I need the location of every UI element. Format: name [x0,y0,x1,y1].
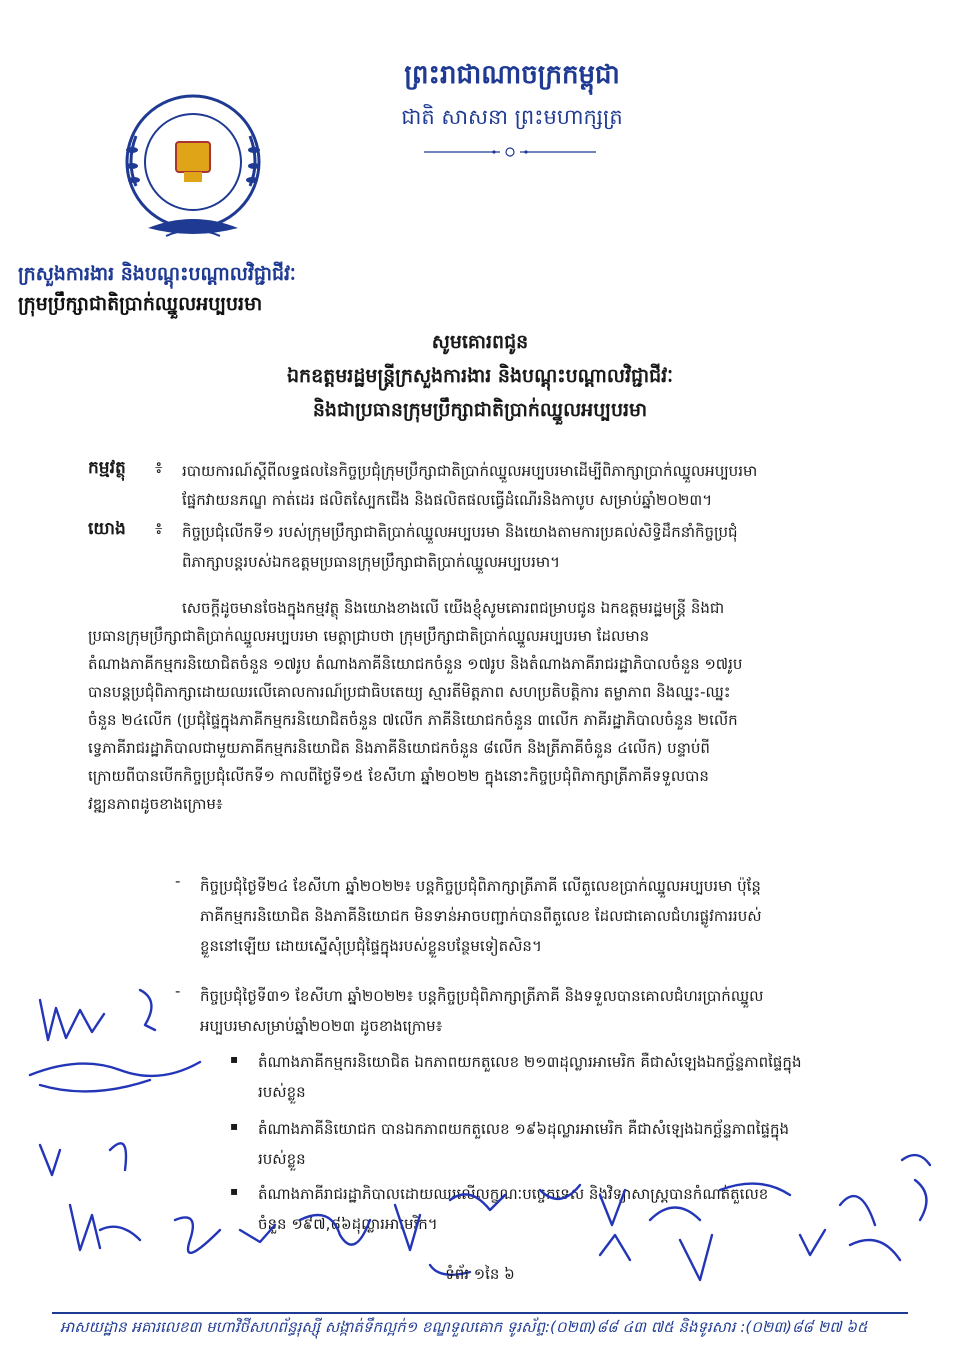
body-paragraph-line: សេចក្តីដូចមានចែងក្នុងកម្មវត្ថុ និងយោងខាងលើ យើងខ្ញុំសូមគោរពជម្រាបជូន ឯកឧត្តមរដ្ឋមន្ត្រី និងជា [182,599,725,617]
footer-address: អាសយដ្ឋាន អគារលេខ៣ មហាវិថីសហព័ន្ធរុស្ស៊ី សង្កាត់ទឹកល្អក់១ ខណ្ឌទួលគោក ទូរស័ព្ទ:(០២៣)៨៨ ៤៣ ៧៥ និងទូរសារ :(០២៣)៨៨ ២៧ ៦៥ [60,1318,868,1336]
reference-text-line: ពិភាក្សាបន្តរបស់ឯកឧត្តមប្រធានក្រុមប្រឹក្សាជាតិប្រាក់ឈ្នួលអប្បបរមា។ [182,553,561,571]
body-paragraph-line: ចំនួន ២៤លើក (ប្រជុំផ្ទៃក្នុងភាគីកម្មករនិយោជិតចំនួន ៧លើក ភាគីនិយោជកចំនួន ៣លើក ភាគីរដ្ឋាភិបាលចំនួន ២លើក [88,711,738,729]
page-number: ទំព័រ ១នៃ ៦ [445,1265,515,1283]
ornament-divider-icon [420,145,600,159]
council-name: ក្រុមប្រឹក្សាជាតិប្រាក់ឈ្នួលអប្បបរមា [18,293,263,315]
national-motto: ជាតិ សាសនា ព្រះមហាក្សត្រ [401,105,623,129]
subject-separator: ៖ [155,458,163,478]
body-paragraph-line: ទ្វេភាគីរាជរដ្ឋាភិបាលជាមួយភាគីកម្មករនិយោជិត និងភាគីនិយោជកចំនួន ៨លើក និងត្រីភាគីចំនួន ៤លើក) បន្ទាប់ពី [88,739,710,757]
salutation-line-1: សូមគោរពជូន [431,331,529,353]
kingdom-heading: ព្រះរាជាណាចក្រកម្ពុជា [404,60,620,90]
body-paragraph-line: វឌ្ឍនភាពដូចខាងក្រោម៖ [88,795,223,813]
dash-bullet-icon: - [175,982,181,1000]
body-paragraph-line: តំណាងភាគីកម្មករនិយោជិតចំនួន ១៧រូប តំណាងភាគីនិយោជកចំនួន ១៧រូប និងតំណាងភាគីរាជរដ្ឋាភិបាលចំនួន ១៧រូប [88,655,743,673]
position-item-line: តំណាងភាគីរាជរដ្ឋាភិបាលដោយឈរលើលក្ខណៈបច្ចេកទេស និងវិទ្យាសាស្ត្របានកំណត់តួលេខ [258,1185,769,1203]
square-bullet-icon: ▪ [230,1184,239,1198]
square-bullet-icon: ▪ [230,1119,239,1133]
salutation-line-2: ឯកឧត្តមរដ្ឋមន្ត្រីក្រសួងការងារ និងបណ្តុះបណ្តាលវិជ្ជាជីវៈ [286,365,673,387]
position-item-line: ចំនួន ១៩៧,៨៦ដុល្លារអាមេរិក។ [258,1215,438,1233]
position-item-line: តំណាងភាគីនិយោជក បានឯកភាពយកតួលេខ ១៩៦ដុល្លារអាមេរិក គឺជាសំឡេងឯកច្ឆ័ន្ទភាពផ្ទៃក្នុង [258,1120,790,1138]
ministry-logo [118,90,268,250]
footer-divider [52,1312,908,1314]
meeting-item-line: កិច្ចប្រជុំថ្ងៃទី៣១ ខែសីហា ឆ្នាំ២០២២៖ បន្តកិច្ចប្រជុំពិភាក្សាត្រីភាគី និងទទួលបានគោលជំហរប្រាក់ឈ្នួល [200,987,764,1005]
body-paragraph-line: ក្រោយពីបានបើកកិច្ចប្រជុំលើកទី១ កាលពីថ្ងៃទី១៥ ខែសីហា ឆ្នាំ២០២២ ក្នុងនោះកិច្ចប្រជុំពិភាក្សាត្រីភាគីទទួលបាន [88,767,709,785]
dash-bullet-icon: - [175,872,181,890]
position-item-line: របស់ខ្លួន [258,1083,306,1101]
square-bullet-icon: ▪ [230,1052,239,1066]
reference-separator: ៖ [155,519,163,539]
body-paragraph-line: ប្រធានក្រុមប្រឹក្សាជាតិប្រាក់ឈ្នួលអប្បបរមា មេត្តាជ្រាបថា ក្រុមប្រឹក្សាជាតិប្រាក់ឈ្នួលអប្បបរមា ដែលមាន [88,627,650,645]
meeting-item-line: ភាគីកម្មករនិយោជិត និងភាគីនិយោជក មិនទាន់អាចបញ្ជាក់បានពីតួលេខ ដែលជាគោលជំហរផ្លូវការរបស់ [200,907,762,925]
ministry-name: ក្រសួងការងារ និងបណ្តុះបណ្តាលវិជ្ជាជីវៈ [18,263,296,285]
body-paragraph-line: បានបន្តប្រជុំពិភាក្សាដោយឈរលើគោលការណ៍ប្រជាធិបតេយ្យ ស្មារតីមិត្តភាព សហប្រតិបត្តិការ តម្លាភាព និងឈ្នះ-ឈ្នះ [88,683,731,701]
salutation-line-3: និងជាប្រធានក្រុមប្រឹក្សាជាតិប្រាក់ឈ្នួលអប្បបរមា [312,399,648,421]
subject-text-line: របាយការណ៍ស្តីពីលទ្ធផលនៃកិច្ចប្រជុំក្រុមប្រឹក្សាជាតិប្រាក់ឈ្នួលអប្បបរមាដើម្បីពិភាក្សាប្រាក់ឈ្នួលអប្បបរមា [182,462,758,480]
position-item-line: របស់ខ្លួន [258,1150,306,1168]
reference-label: យោង [88,519,126,539]
subject-text-line: ផ្នែកវាយនភណ្ឌ កាត់ដេរ ផលិតស្បែកជើង និងផលិតផលធ្វើដំណើរនិងកាបូប សម្រាប់ឆ្នាំ២០២៣។ [182,491,713,509]
meeting-item-line: កិច្ចប្រជុំថ្ងៃទី២៤ ខែសីហា ឆ្នាំ២០២២៖ បន្តកិច្ចប្រជុំពិភាក្សាត្រីភាគី លើតួលេខប្រាក់ឈ្នួលអប្បបរមា ប៉ុន្តែ [200,877,761,895]
subject-label: កម្មវត្ថុ [88,458,126,478]
reference-text-line: កិច្ចប្រជុំលើកទី១ របស់ក្រុមប្រឹក្សាជាតិប្រាក់ឈ្នួលអប្បបរមា និងយោងតាមការប្រគល់សិទ្ធិដឹកនាំកិច្ចប្រជុំ [182,523,738,541]
meeting-item-line: អប្បបរមាសម្រាប់ឆ្នាំ២០២៣ ដូចខាងក្រោម៖ [200,1017,443,1035]
meeting-item-line: ខ្លួននៅឡើយ ដោយស្នើសុំប្រជុំផ្ទៃក្នុងរបស់ខ្លួនបន្ថែមទៀតសិន។ [200,937,542,955]
position-item-line: តំណាងភាគីកម្មករនិយោជិត ឯកភាពយកតួលេខ ២១៣ដុល្លារអាមេរិក គឺជាសំឡេងឯកច្ឆ័ន្ទភាពផ្ទៃក្នុង [258,1053,802,1071]
